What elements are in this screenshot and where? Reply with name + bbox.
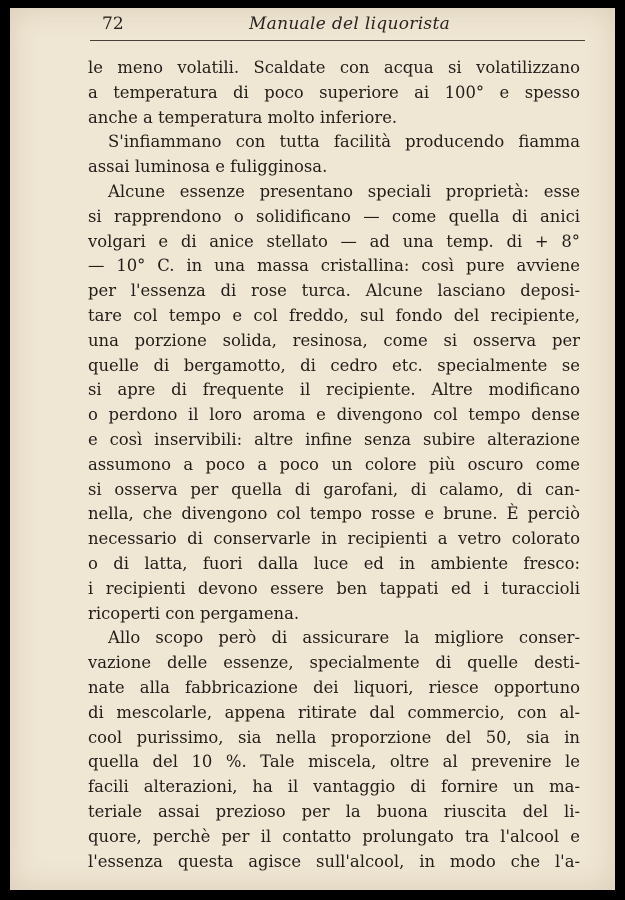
text-line: i recipienti devono essere ben tappati ed i turaccioli bbox=[88, 578, 580, 598]
text-line: necessario di conservarle in recipienti a vetro colorato bbox=[88, 529, 580, 549]
body-text bbox=[88, 56, 580, 874]
text-line: si rapprendono o solidificano — come quella di anici bbox=[88, 206, 580, 226]
text-line: o di latta, fuori dalla luce ed in ambiente fresco: bbox=[88, 553, 580, 573]
text-line: S'infiammano con tutta facilità producendo fiamma bbox=[108, 132, 580, 152]
text-line: vazione delle essenze, specialmente di quelle desti- bbox=[88, 653, 580, 673]
text-line: volgari e di anice stellato — ad una temp. di + 8° bbox=[88, 231, 580, 251]
text-line: cool purissimo, sia nella proporzione del 50, sia in bbox=[88, 727, 580, 747]
running-title: Manuale del liquorista bbox=[248, 14, 451, 34]
text-line: Allo scopo però di assicurare la migliore conser- bbox=[108, 628, 580, 648]
text-line: per l'essenza di rose turca. Alcune lasciano deposi- bbox=[88, 281, 580, 301]
text-line: di mescolarle, appena ritirate dal commercio, con al- bbox=[88, 702, 580, 722]
text-line: Alcune essenze presentano speciali proprietà: esse bbox=[108, 181, 580, 201]
page-number: 72 bbox=[102, 14, 124, 34]
text-line: assai luminosa e fuligginosa. bbox=[88, 157, 328, 177]
text-line: e così inservibili: altre infine senza subire alterazione bbox=[88, 429, 580, 449]
header-rule bbox=[90, 40, 585, 41]
text-line: o perdono il loro aroma e divengono col tempo dense bbox=[88, 405, 580, 425]
text-line: — 10° C. in una massa cristallina: così pure avviene bbox=[88, 256, 580, 276]
text-line: teriale assai prezioso per la buona riuscita del li- bbox=[88, 801, 580, 821]
text-line: anche a temperatura molto inferiore. bbox=[88, 107, 398, 127]
text-line: a temperatura di poco superiore ai 100° e spesso bbox=[88, 82, 580, 102]
text-line: quella del 10 %. Tale miscela, oltre al prevenire le bbox=[88, 752, 580, 772]
text-line: l'essenza questa agisce sull'alcool, in modo che l'a- bbox=[88, 851, 580, 871]
text-line: si osserva per quella di garofani, di calamo, di can- bbox=[88, 479, 580, 499]
text-line: quelle di bergamotto, di cedro etc. specialmente se bbox=[88, 355, 580, 375]
text-line: ricoperti con pergamena. bbox=[88, 603, 300, 623]
text-line: nella, che divengono col tempo rosse e brune. È perciò bbox=[88, 504, 580, 524]
text-line: una porzione solida, resinosa, come si osserva per bbox=[88, 330, 580, 350]
text-line: le meno volatili. Scaldate con acqua si volatilizzano bbox=[88, 58, 580, 77]
text-line: tare col tempo e col freddo, sul fondo del recipiente, bbox=[88, 305, 580, 325]
text-line: facili alterazioni, ha il vantaggio di fornire un ma- bbox=[88, 777, 580, 797]
text-line: quore, perchè per il contatto prolungato tra l'alcool e bbox=[88, 826, 580, 846]
page-header bbox=[102, 14, 597, 38]
text-line: si apre di frequente il recipiente. Altre modificano bbox=[88, 380, 580, 400]
text-line: nate alla fabbricazione dei liquori, riesce opportuno bbox=[88, 677, 580, 697]
text-line: assumono a poco a poco un colore più oscuro come bbox=[88, 454, 580, 474]
